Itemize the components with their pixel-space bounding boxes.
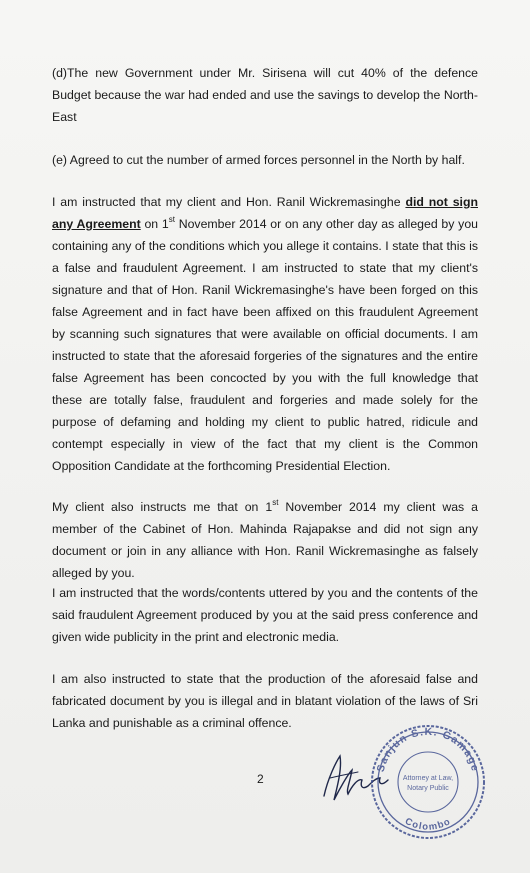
para1-date: on 1: [140, 217, 169, 231]
para2-start: My client also instructs me that on 1: [52, 500, 273, 514]
item-label: (d): [52, 66, 68, 80]
stamp-city: Colombo: [402, 815, 454, 833]
paragraph-forgery-statement: [52, 191, 478, 477]
para1-start: I am instructed that my client and Hon. Ranil Wickremasinghe: [52, 195, 406, 209]
ordinal-suffix: st: [168, 214, 175, 224]
item-text: The new Government under Mr. Sirisena will cut 40% of the defence Budget because the war had ended and use the savings to develop the North-East: [52, 66, 478, 124]
paragraph-cabinet-member: [52, 496, 478, 584]
para1-rest: November 2014 or on any other day as alleged by you containing any of the conditions which you allege it contains. I state that this is a false and fraudulent Agreement. I am instructed to state that my client's signature and that of Hon. Ranil Wickremasinghe's have been forged on this false Agreement and in fact have been affixed on this fraudulent Agreement by scanning such signatures that were available on official documents. I am instructed to state that the aforesaid forgeries of the signatures and the entire false Agreement has been concocted by you with the full knowledge that these are totally false, fraudulent and forgeries and made solely for the purpose of defaming and holding my client to public hatred, ridicule and contempt especially in view of the fact that my client is the Common Opposition Candidate at the forthcoming Presidential Election.: [52, 217, 478, 473]
list-item-d: [52, 62, 478, 128]
ordinal-suffix: st: [272, 497, 279, 507]
stamp-name: Sanjun S.K. Gamage: [374, 725, 482, 774]
para2-rest: November 2014 my client was a member of the Cabinet of Hon. Mahinda Rajapakse and did not sign any document or join in any alliance with Hon. Ranil Wickremasinghe as falsely alleged by you.: [52, 500, 478, 580]
list-item-e: [52, 149, 492, 171]
svg-text:Colombo: [403, 816, 453, 833]
paragraph-words-contents: I am instructed that the words/contents uttered by you and the contents of the said fraudulent Agreement produced by you at the said press conference and given wide publicity in the print and electronic media.: [52, 586, 478, 644]
notary-stamp: [367, 710, 489, 850]
item-label: (e): [52, 153, 68, 167]
item-text: Agreed to cut the number of armed forces personnel in the North by half.: [69, 153, 465, 167]
stamp-title-2: Notary Public: [407, 785, 449, 792]
paragraph-illegal-production: I am also instructed to state that the production of the aforesaid false and fabricated document by you is illegal and in blatant violation of the laws of Sri Lanka and punishable as a criminal offence.: [52, 672, 478, 730]
stamp-title-1: Attorney at Law,: [402, 775, 454, 782]
page-number: 2: [257, 772, 264, 786]
emphasis-did-not-sign: did not sign any Agreement: [52, 195, 478, 231]
